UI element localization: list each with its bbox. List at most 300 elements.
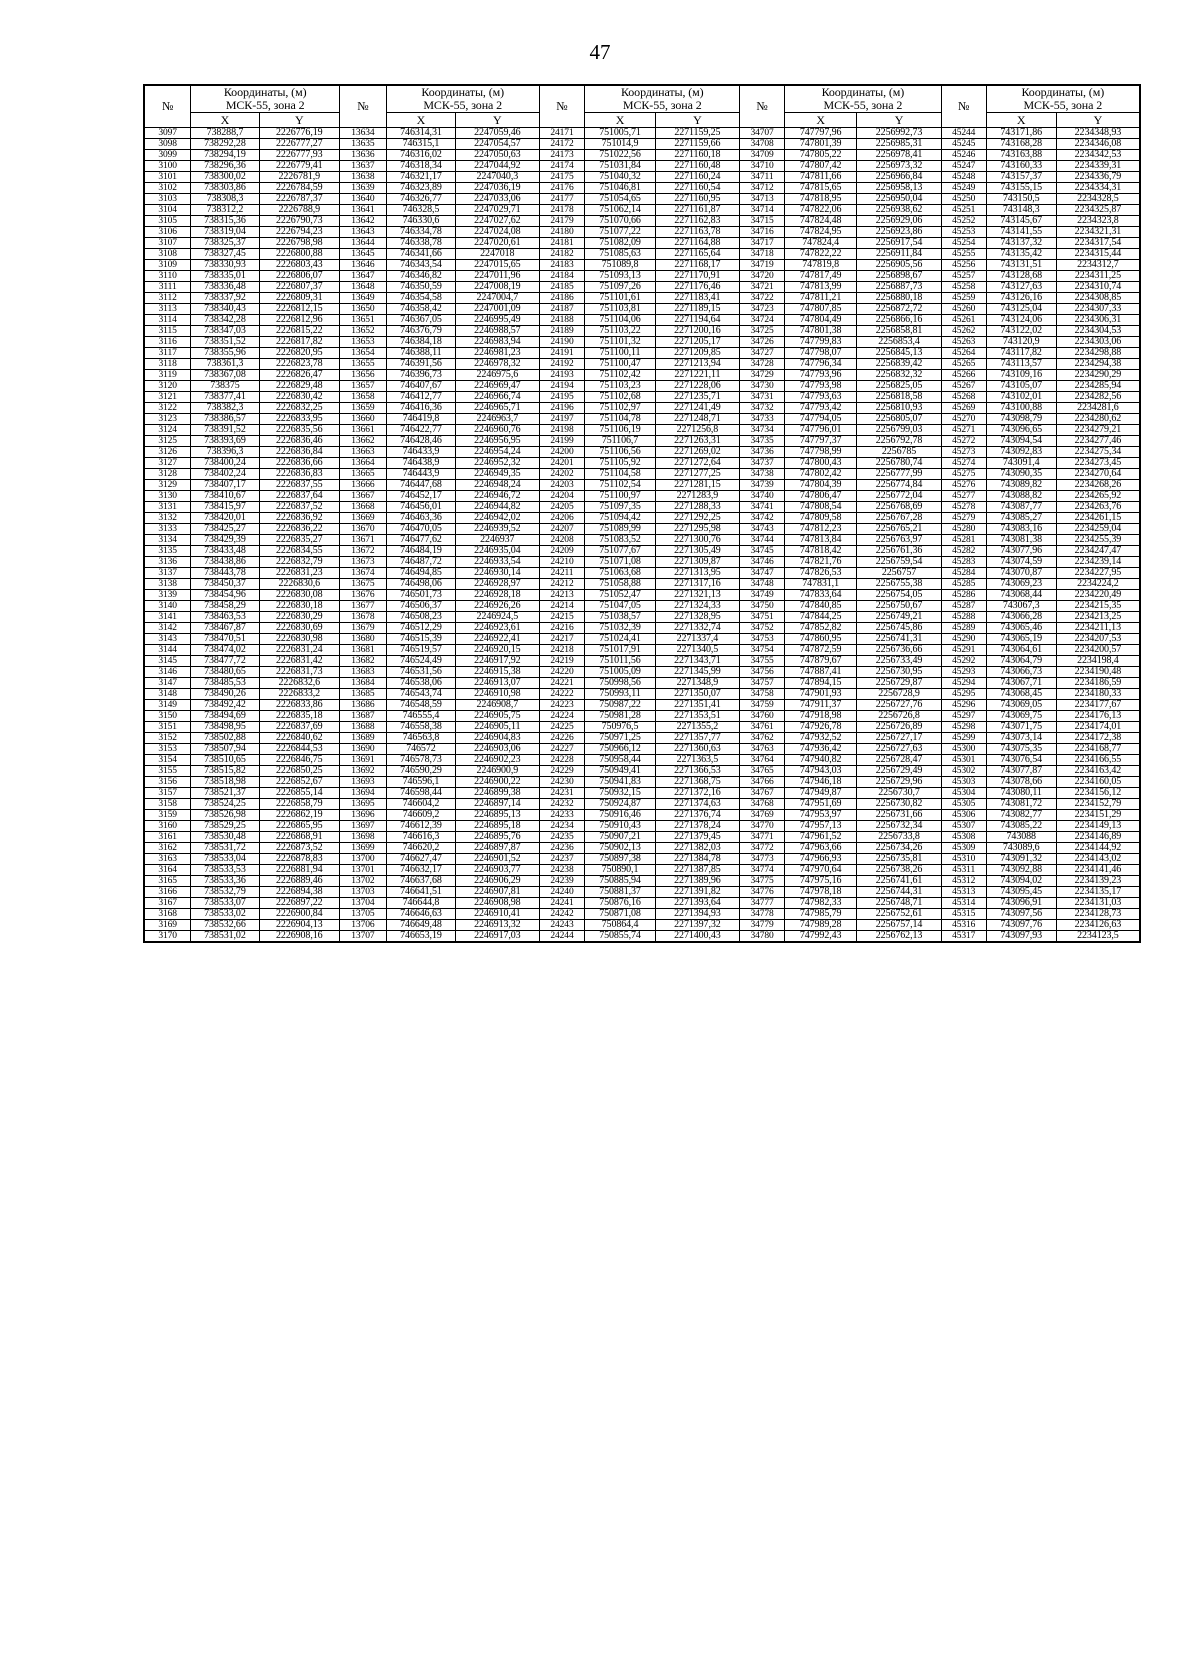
number-cell: 3121 [144, 392, 191, 403]
y-cell: 2256729,87 [857, 678, 942, 689]
number-cell: 34734 [740, 425, 785, 436]
number-cell: 34761 [740, 722, 785, 733]
number-cell: 45253 [941, 227, 986, 238]
y-cell: 2226830,98 [259, 634, 339, 645]
x-cell: 743080,11 [986, 788, 1056, 799]
x-cell: 738507,94 [191, 744, 259, 755]
number-cell: 13700 [340, 854, 387, 865]
y-cell: 2256950,04 [857, 194, 942, 205]
y-cell: 2246908,98 [456, 898, 540, 909]
table-row [144, 491, 1140, 502]
number-cell: 13683 [340, 667, 387, 678]
x-cell: 751005,09 [585, 667, 655, 678]
number-cell: 45245 [941, 139, 986, 150]
y-cell: 2271313,95 [655, 568, 740, 579]
table-row [144, 678, 1140, 689]
x-cell: 746649,48 [386, 920, 455, 931]
number-cell: 13644 [340, 238, 387, 249]
x-cell: 743068,44 [986, 590, 1056, 601]
number-cell: 13667 [340, 491, 387, 502]
table-body [144, 128, 1140, 943]
number-cell: 3167 [144, 898, 191, 909]
header-x-cell: X [386, 113, 455, 128]
number-cell: 24241 [539, 898, 585, 909]
table-row [144, 645, 1140, 656]
y-cell: 2226836,46 [259, 436, 339, 447]
table-row [144, 293, 1140, 304]
number-cell: 13670 [340, 524, 387, 535]
number-cell: 13650 [340, 304, 387, 315]
number-cell: 45255 [941, 249, 986, 260]
y-cell: 2246965,71 [456, 403, 540, 414]
number-cell: 24209 [539, 546, 585, 557]
y-cell: 2226831,42 [259, 656, 339, 667]
y-cell: 2271163,78 [655, 227, 740, 238]
number-cell: 3154 [144, 755, 191, 766]
y-cell: 2247027,62 [456, 216, 540, 227]
x-cell: 738391,52 [191, 425, 259, 436]
x-cell: 738351,52 [191, 337, 259, 348]
number-cell: 3152 [144, 733, 191, 744]
x-cell: 746531,56 [386, 667, 455, 678]
y-cell: 2271348,9 [655, 678, 740, 689]
number-cell: 45290 [941, 634, 986, 645]
y-cell: 2226800,88 [259, 249, 339, 260]
table-row [144, 722, 1140, 733]
y-cell: 2246900,9 [456, 766, 540, 777]
y-cell: 2256765,21 [857, 524, 942, 535]
y-cell: 2246988,57 [456, 326, 540, 337]
number-cell: 34779 [740, 920, 785, 931]
x-cell: 743066,28 [986, 612, 1056, 623]
number-cell: 24197 [539, 414, 585, 425]
number-cell: 24184 [539, 271, 585, 282]
number-cell: 3148 [144, 689, 191, 700]
x-cell: 751103,22 [585, 326, 655, 337]
x-cell: 738530,48 [191, 832, 259, 843]
number-cell: 34740 [740, 491, 785, 502]
y-cell: 2247004,7 [456, 293, 540, 304]
number-cell: 3169 [144, 920, 191, 931]
x-cell: 743081,72 [986, 799, 1056, 810]
y-cell: 2256825,05 [857, 381, 942, 392]
number-cell: 34712 [740, 183, 785, 194]
x-cell: 751082,09 [585, 238, 655, 249]
table-row [144, 216, 1140, 227]
y-cell: 2234306,31 [1056, 315, 1140, 326]
header-x-cell: X [784, 113, 856, 128]
y-cell: 2271394,93 [655, 909, 740, 920]
y-cell: 2246920,15 [456, 645, 540, 656]
x-cell: 743066,73 [986, 667, 1056, 678]
table-row [144, 546, 1140, 557]
y-cell: 2256839,42 [857, 359, 942, 370]
x-cell: 738524,25 [191, 799, 259, 810]
number-cell: 45257 [941, 271, 986, 282]
x-cell: 746463,36 [386, 513, 455, 524]
x-cell: 746515,39 [386, 634, 455, 645]
x-cell: 738494,69 [191, 711, 259, 722]
number-cell: 34762 [740, 733, 785, 744]
table-row [144, 436, 1140, 447]
x-cell: 746396,73 [386, 370, 455, 381]
table-row [144, 656, 1140, 667]
x-cell: 747824,95 [784, 227, 856, 238]
x-cell: 738515,82 [191, 766, 259, 777]
y-cell: 2234139,23 [1056, 876, 1140, 887]
x-cell: 747953,97 [784, 810, 856, 821]
y-cell: 2271360,63 [655, 744, 740, 755]
x-cell: 746328,5 [386, 205, 455, 216]
number-cell: 13693 [340, 777, 387, 788]
x-cell: 747797,37 [784, 436, 856, 447]
y-cell: 2226908,16 [259, 931, 339, 943]
y-cell: 2271389,96 [655, 876, 740, 887]
number-cell: 45314 [941, 898, 986, 909]
number-cell: 45252 [941, 216, 986, 227]
x-cell: 738308,3 [191, 194, 259, 205]
number-cell: 24243 [539, 920, 585, 931]
y-cell: 2256818,58 [857, 392, 942, 403]
y-cell: 2256763,97 [857, 535, 942, 546]
number-cell: 3124 [144, 425, 191, 436]
y-cell: 2246903,77 [456, 865, 540, 876]
number-cell: 13679 [340, 623, 387, 634]
number-cell: 3140 [144, 601, 191, 612]
y-cell: 2226830,69 [259, 623, 339, 634]
number-cell: 34754 [740, 645, 785, 656]
x-cell: 751089,8 [585, 260, 655, 271]
y-cell: 2226831,24 [259, 645, 339, 656]
x-cell: 750993,11 [585, 689, 655, 700]
x-cell: 747818,42 [784, 546, 856, 557]
y-cell: 2234261,15 [1056, 513, 1140, 524]
y-cell: 2234308,85 [1056, 293, 1140, 304]
number-cell: 34715 [740, 216, 785, 227]
y-cell: 2256728,9 [857, 689, 942, 700]
y-cell: 2256729,96 [857, 777, 942, 788]
y-cell: 2256732,34 [857, 821, 942, 832]
number-cell: 34723 [740, 304, 785, 315]
x-cell: 746315,1 [386, 139, 455, 150]
y-cell: 2226809,31 [259, 293, 339, 304]
header-number-cell: № [539, 85, 585, 128]
x-cell: 747793,98 [784, 381, 856, 392]
number-cell: 45264 [941, 348, 986, 359]
y-cell: 2234321,31 [1056, 227, 1140, 238]
number-cell: 3108 [144, 249, 191, 260]
y-cell: 2256887,73 [857, 282, 942, 293]
number-cell: 45271 [941, 425, 986, 436]
number-cell: 3105 [144, 216, 191, 227]
x-cell: 743088 [986, 832, 1056, 843]
y-cell: 2247036,19 [456, 183, 540, 194]
x-cell: 747801,39 [784, 139, 856, 150]
x-cell: 743141,55 [986, 227, 1056, 238]
number-cell: 24235 [539, 832, 585, 843]
x-cell: 738342,28 [191, 315, 259, 326]
number-cell: 24203 [539, 480, 585, 491]
y-cell: 2234281,6 [1056, 403, 1140, 414]
y-cell: 2234263,76 [1056, 502, 1140, 513]
y-cell: 2226904,13 [259, 920, 339, 931]
number-cell: 45283 [941, 557, 986, 568]
x-cell: 738463,53 [191, 612, 259, 623]
number-cell: 3134 [144, 535, 191, 546]
x-cell: 738526,98 [191, 810, 259, 821]
number-cell: 13705 [340, 909, 387, 920]
x-cell: 746538,06 [386, 678, 455, 689]
number-cell: 34760 [740, 711, 785, 722]
table-row [144, 898, 1140, 909]
x-cell: 738396,3 [191, 447, 259, 458]
y-cell: 2226900,84 [259, 909, 339, 920]
header-system-label: МСК-55, зона 2 [1023, 98, 1103, 112]
number-cell: 34711 [740, 172, 785, 183]
number-cell: 3127 [144, 458, 191, 469]
x-cell: 746477,62 [386, 535, 455, 546]
number-cell: 34771 [740, 832, 785, 843]
table-row [144, 128, 1140, 139]
x-cell: 738529,25 [191, 821, 259, 832]
y-cell: 2246942,02 [456, 513, 540, 524]
number-cell: 13663 [340, 447, 387, 458]
y-cell: 2226832,6 [259, 678, 339, 689]
number-cell: 3163 [144, 854, 191, 865]
table-row [144, 238, 1140, 249]
x-cell: 746506,37 [386, 601, 455, 612]
x-cell: 738433,48 [191, 546, 259, 557]
number-cell: 24242 [539, 909, 585, 920]
x-cell: 746646,63 [386, 909, 455, 920]
y-cell: 2226830,6 [259, 579, 339, 590]
y-cell: 2271384,78 [655, 854, 740, 865]
x-cell: 746367,05 [386, 315, 455, 326]
x-cell: 738532,66 [191, 920, 259, 931]
number-cell: 13642 [340, 216, 387, 227]
y-cell: 2271321,13 [655, 590, 740, 601]
number-cell: 3156 [144, 777, 191, 788]
y-cell: 2256752,61 [857, 909, 942, 920]
x-cell: 751032,39 [585, 623, 655, 634]
y-cell: 2271324,33 [655, 601, 740, 612]
number-cell: 45316 [941, 920, 986, 931]
number-cell: 13636 [340, 150, 387, 161]
x-cell: 746555,4 [386, 711, 455, 722]
number-cell: 24238 [539, 865, 585, 876]
y-cell: 2256858,81 [857, 326, 942, 337]
x-cell: 746609,2 [386, 810, 455, 821]
number-cell: 13639 [340, 183, 387, 194]
table-row [144, 755, 1140, 766]
table-row [144, 667, 1140, 678]
y-cell: 2271337,4 [655, 634, 740, 645]
number-cell: 24179 [539, 216, 585, 227]
y-cell: 2246900,22 [456, 777, 540, 788]
number-cell: 45291 [941, 645, 986, 656]
x-cell: 738393,69 [191, 436, 259, 447]
header-coordinates-label: Координаты, (м) [223, 85, 307, 99]
y-cell: 2246930,14 [456, 568, 540, 579]
table-row [144, 150, 1140, 161]
x-cell: 738407,17 [191, 480, 259, 491]
x-cell: 738485,53 [191, 678, 259, 689]
y-cell: 2256741,61 [857, 876, 942, 887]
number-cell: 24212 [539, 579, 585, 590]
y-cell: 2234190,48 [1056, 667, 1140, 678]
header-x-cell: X [585, 113, 655, 128]
number-cell: 24244 [539, 931, 585, 943]
y-cell: 2256755,38 [857, 579, 942, 590]
number-cell: 34716 [740, 227, 785, 238]
x-cell: 743098,79 [986, 414, 1056, 425]
number-cell: 13687 [340, 711, 387, 722]
x-cell: 743089,6 [986, 843, 1056, 854]
x-cell: 751077,67 [585, 546, 655, 557]
y-cell: 2256727,63 [857, 744, 942, 755]
x-cell: 751085,63 [585, 249, 655, 260]
y-cell: 2234135,17 [1056, 887, 1140, 898]
x-cell: 746637,68 [386, 876, 455, 887]
x-cell: 747807,85 [784, 304, 856, 315]
x-cell: 747963,66 [784, 843, 856, 854]
y-cell: 2226803,43 [259, 260, 339, 271]
table-row [144, 271, 1140, 282]
y-cell: 2226858,79 [259, 799, 339, 810]
x-cell: 738467,87 [191, 623, 259, 634]
y-cell: 2234177,67 [1056, 700, 1140, 711]
number-cell: 24171 [539, 128, 585, 139]
number-cell: 34751 [740, 612, 785, 623]
y-cell: 2226831,73 [259, 667, 339, 678]
header-coordinates-label: Координаты, (м) [1021, 85, 1105, 99]
y-cell: 2226776,19 [259, 128, 339, 139]
x-cell: 751102,42 [585, 370, 655, 381]
y-cell: 2256853,4 [857, 337, 942, 348]
number-cell: 45293 [941, 667, 986, 678]
x-cell: 746376,79 [386, 326, 455, 337]
y-cell: 2246949,35 [456, 469, 540, 480]
number-cell: 3097 [144, 128, 191, 139]
x-cell: 751101,32 [585, 337, 655, 348]
x-cell: 738521,37 [191, 788, 259, 799]
number-cell: 3126 [144, 447, 191, 458]
y-cell: 2246923,61 [456, 623, 540, 634]
y-cell: 2271213,94 [655, 359, 740, 370]
number-cell: 3115 [144, 326, 191, 337]
table-row [144, 513, 1140, 524]
x-cell: 738367,08 [191, 370, 259, 381]
table-row [144, 788, 1140, 799]
number-cell: 34745 [740, 546, 785, 557]
number-cell: 13668 [340, 502, 387, 513]
x-cell: 747822,22 [784, 249, 856, 260]
number-cell: 45256 [941, 260, 986, 271]
x-cell: 747797,96 [784, 128, 856, 139]
x-cell: 747961,52 [784, 832, 856, 843]
header-coordinates-cell [585, 85, 740, 113]
table-row [144, 183, 1140, 194]
x-cell: 743145,67 [986, 216, 1056, 227]
number-cell: 34720 [740, 271, 785, 282]
number-cell: 13646 [340, 260, 387, 271]
x-cell: 746632,17 [386, 865, 455, 876]
number-cell: 24233 [539, 810, 585, 821]
table-row [144, 480, 1140, 491]
number-cell: 13635 [340, 139, 387, 150]
number-cell: 13647 [340, 271, 387, 282]
number-cell: 13643 [340, 227, 387, 238]
table-row [144, 194, 1140, 205]
y-cell: 2271300,76 [655, 535, 740, 546]
table-row [144, 326, 1140, 337]
number-cell: 24215 [539, 612, 585, 623]
number-cell: 34750 [740, 601, 785, 612]
y-cell: 2256774,84 [857, 480, 942, 491]
x-cell: 747793,63 [784, 392, 856, 403]
number-cell: 45258 [941, 282, 986, 293]
number-cell: 13696 [340, 810, 387, 821]
x-cell: 746438,9 [386, 458, 455, 469]
x-cell: 750924,87 [585, 799, 655, 810]
y-cell: 2271378,24 [655, 821, 740, 832]
y-cell: 2226836,22 [259, 524, 339, 535]
y-cell: 2246897,87 [456, 843, 540, 854]
x-cell: 743155,15 [986, 183, 1056, 194]
number-cell: 13649 [340, 293, 387, 304]
y-cell: 2226835,18 [259, 711, 339, 722]
table-row [144, 260, 1140, 271]
y-cell: 2246903,06 [456, 744, 540, 755]
y-cell: 2226832,25 [259, 403, 339, 414]
number-cell: 24200 [539, 447, 585, 458]
number-cell: 45304 [941, 788, 986, 799]
x-cell: 750971,25 [585, 733, 655, 744]
y-cell: 2271345,99 [655, 667, 740, 678]
y-cell: 2226852,67 [259, 777, 339, 788]
header-coordinates-cell [386, 85, 539, 113]
y-cell: 2246928,18 [456, 590, 540, 601]
x-cell: 747852,82 [784, 623, 856, 634]
x-cell: 738340,43 [191, 304, 259, 315]
number-cell: 34707 [740, 128, 785, 139]
x-cell: 746318,34 [386, 161, 455, 172]
x-cell: 738312,2 [191, 205, 259, 216]
x-cell: 743090,35 [986, 469, 1056, 480]
y-cell: 2234224,2 [1056, 579, 1140, 590]
number-cell: 13684 [340, 678, 387, 689]
y-cell: 2226868,91 [259, 832, 339, 843]
y-cell: 2271340,5 [655, 645, 740, 656]
x-cell: 738355,96 [191, 348, 259, 359]
y-cell: 2256966,84 [857, 172, 942, 183]
x-cell: 743088,82 [986, 491, 1056, 502]
y-cell: 2271176,46 [655, 282, 740, 293]
header-coordinates-label: Координаты, (м) [620, 85, 704, 99]
x-cell: 747951,69 [784, 799, 856, 810]
x-cell: 751094,42 [585, 513, 655, 524]
number-cell: 13666 [340, 480, 387, 491]
y-cell: 2271160,95 [655, 194, 740, 205]
x-cell: 743064,61 [986, 645, 1056, 656]
x-cell: 743082,77 [986, 810, 1056, 821]
header-system-label: МСК-55, зона 2 [225, 98, 305, 112]
number-cell: 45260 [941, 304, 986, 315]
number-cell: 45288 [941, 612, 986, 623]
y-cell: 2246966,74 [456, 392, 540, 403]
number-cell: 45315 [941, 909, 986, 920]
table-row [144, 425, 1140, 436]
